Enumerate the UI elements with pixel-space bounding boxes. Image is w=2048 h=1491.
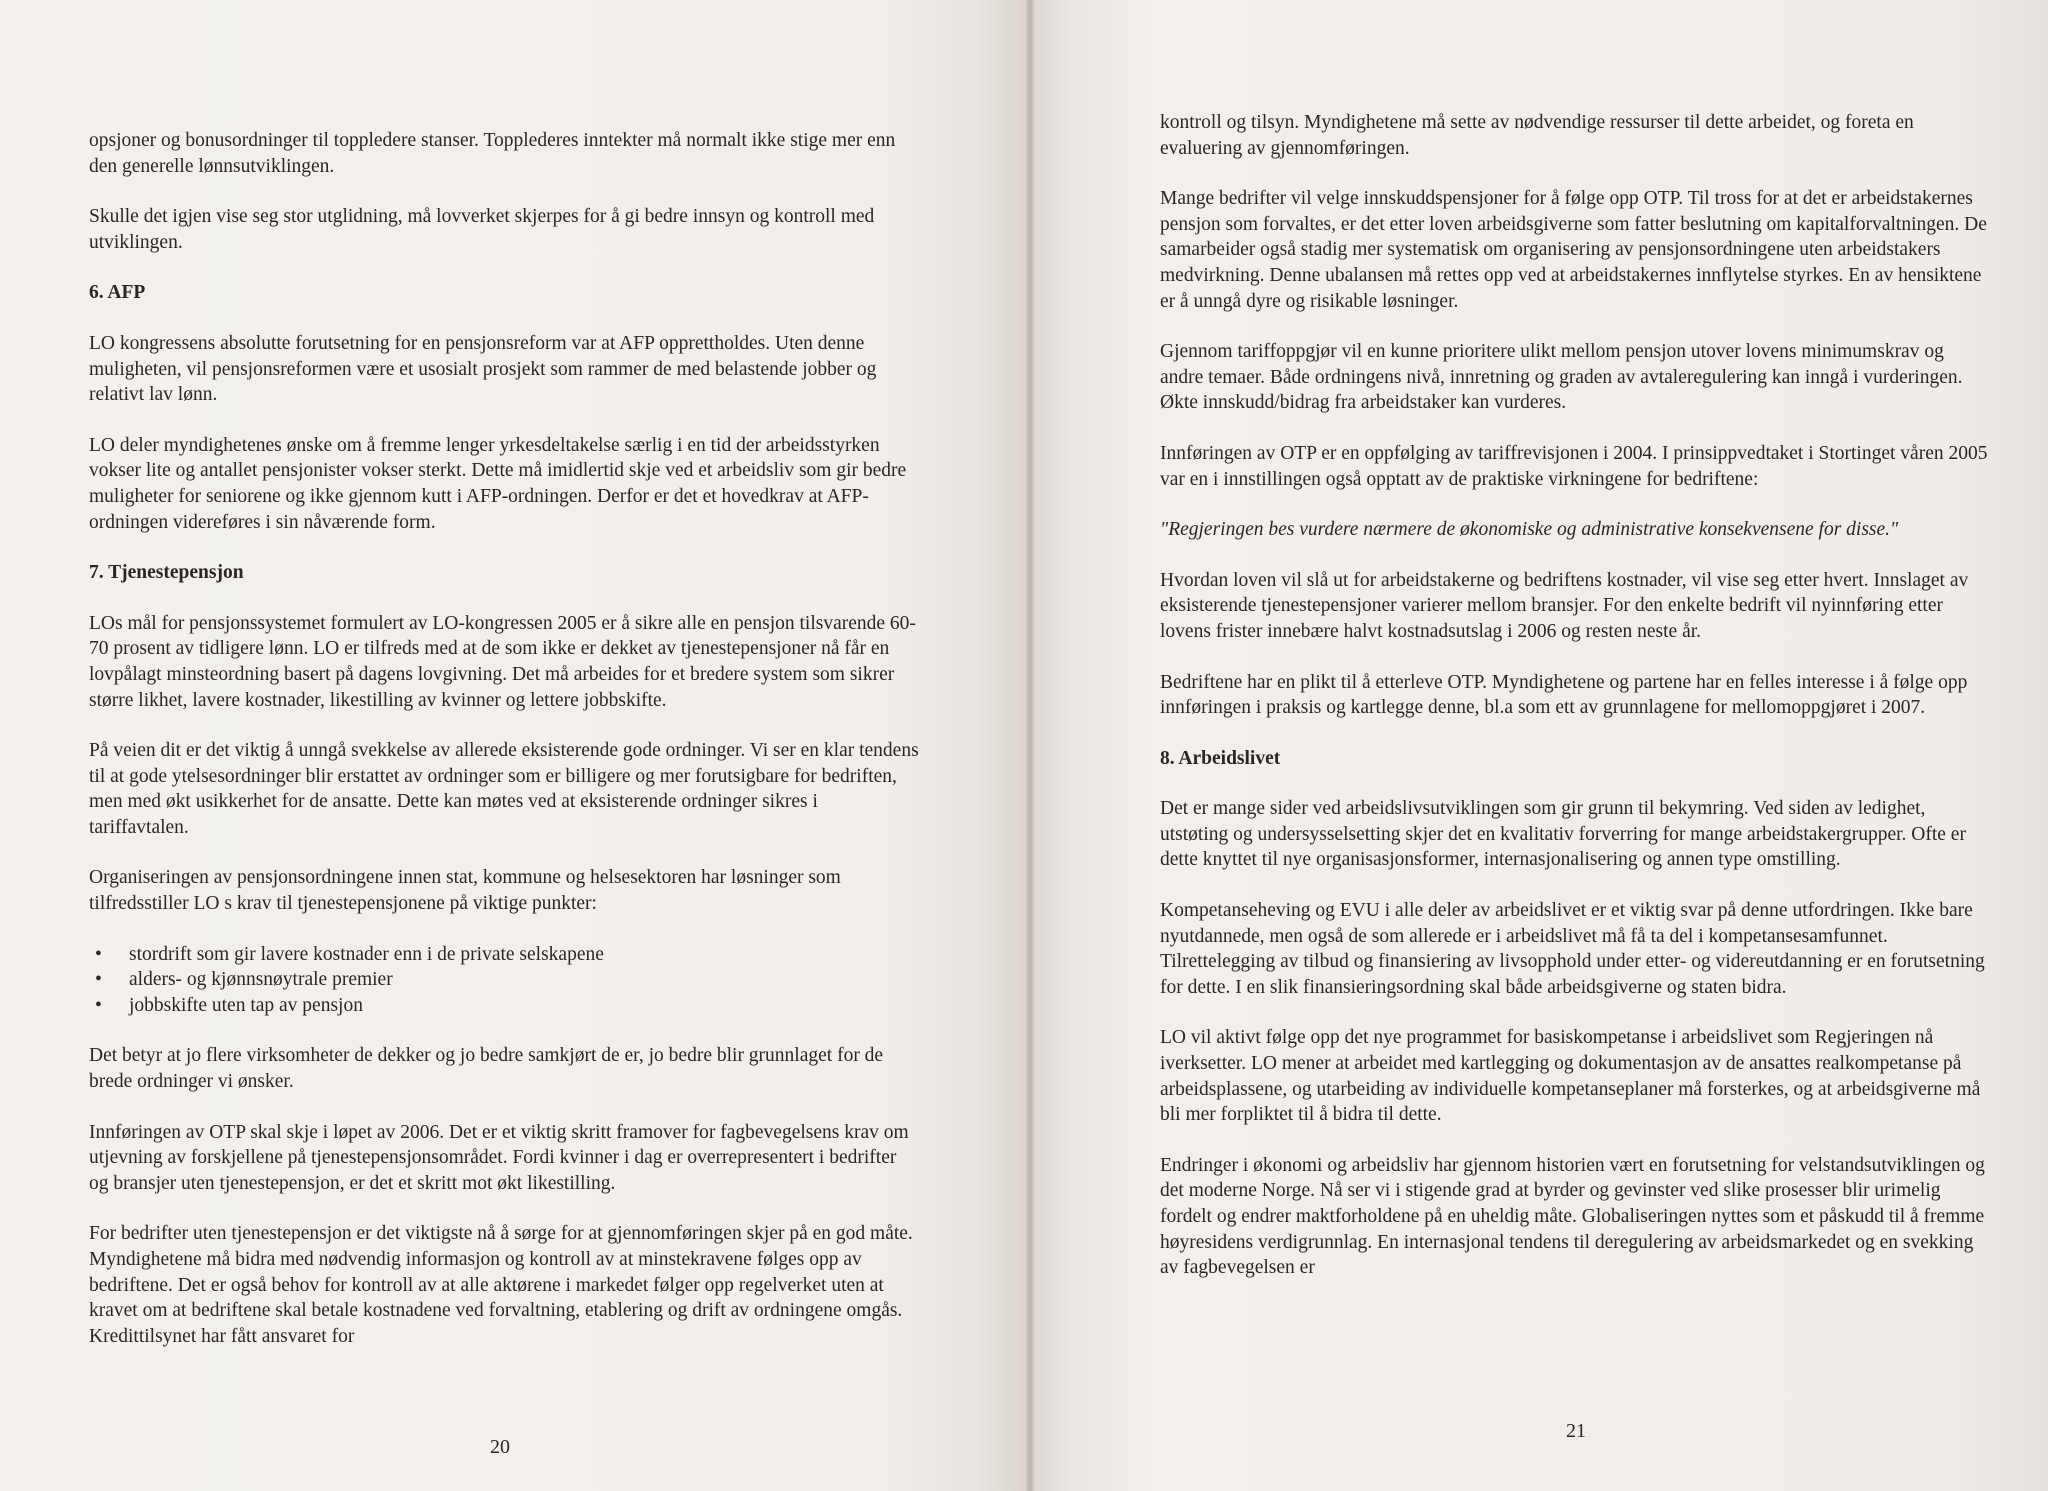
paragraph: Innføringen av OTP skal skje i løpet av 2006. Det er et viktig skritt framover for fagbevegelsens krav om utjevning av forskjellene på tjenestepensjonsområdet. Fordi kvinner i dag er overrepresentert i bedrifter og bransjer uten tjenestepensjon, er det et skritt mot økt likestilling. [89, 1121, 909, 1194]
paragraph: Mange bedrifter vil velge innskuddspensjoner for å følge opp OTP. Til tross for at det er arbeidstakernes pensjon som forvaltes, er det etter loven arbeidsgiverne som fatter beslutning om kapitalforvaltningen. De samarbeider også stadig mer systematisk om organisering av pensjonsordningene uten arbeidstakers medvirkning. Denne ubalansen må rettes opp ved at arbeidstakernes innflytelse styrkes. En av hensiktene er å unngå dyre og risikable løsninger. [1160, 188, 1987, 312]
bullet-icon: • [95, 943, 102, 965]
left-text-column [89, 128, 919, 1374]
paragraph: LO kongressens absolutte forutsetning for en pensjonsreform var at AFP opprettholdes. Uten denne muligheten, vil pensjonsreformen være et usosialt prosjekt som rammer de med belastende jobber og relativt lav lønn. [89, 332, 877, 406]
section-heading-tjenestepensjon: 7. Tjenestepensjon [89, 562, 244, 584]
right-text-column [1160, 110, 1990, 1306]
page-number: 20 [490, 1436, 510, 1458]
paragraph: LO vil aktivt følge opp det nye programmet for basiskompetanse i arbeidslivet som Regjeringen nå iverksetter. LO mener at arbeidet med kartlegging og dokumentasjon av de ansattes realkompetanse på arbeidsplassene, og utarbeiding av individuelle kompetanseplaner må forsterkes, og at arbeidsgiverne må bli mer forpliktet til å bidra til dette. [1160, 1027, 1981, 1126]
section-heading-arbeidslivet: 8. Arbeidslivet [1160, 747, 1281, 769]
list-item [95, 993, 919, 1019]
paragraph: På veien dit er det viktig å unngå svekkelse av allerede eksisterende gode ordninger. Vi ser en klar tendens til at gode ytelsesordninger blir erstattet av ordninger som er billigere og mer forutsigbare for bedriften, men med økt usikkerhet for de ansatte. Dette kan møtes ved at eksisterende ordninger sikres i tariffavtalen. [89, 740, 919, 838]
paragraph: Skulle det igjen vise seg stor utglidning, må lovverket skjerpes for å gi bedre innsyn og kontroll med utviklingen. [89, 206, 875, 253]
bullet-icon: • [95, 994, 102, 1016]
book-gutter [1026, 0, 1034, 1491]
paragraph: Gjennom tariffoppgjør vil en kunne prioritere ulikt mellom pensjon utover lovens minimumskrav og andre temaer. Både ordningens nivå, innretning og graden av avtaleregulering kan inngå i vurderingen. Økte innskudd/bidrag fra arbeidstaker kan vurderes. [1160, 341, 1963, 414]
paragraph: Organiseringen av pensjonsordningene innen stat, kommune og helsesektoren har løsninger som tilfredsstiller LO s krav til tjenestepensjonene på viktige punkter: [89, 867, 841, 915]
paragraph: kontroll og tilsyn. Myndighetene må sette av nødvendige ressurser til dette arbeidet, og foreta en evaluering av gjennomføringen. [1160, 112, 1914, 159]
list-item [95, 942, 919, 968]
paragraph: Innføringen av OTP er en oppfølging av tariffrevisjonen i 2004. I prinsippvedtaket i Stortinget våren 2005 var en i innstillingen også opptatt av de praktiske virkningene for bedriftene: [1160, 442, 1988, 490]
paragraph: LO deler myndighetenes ønske om å fremme lenger yrkesdeltakelse særlig i en tid der arbeidsstyrken vokser lite og antallet pensjonister vokser sterkt. Dette må imidlertid skje ved et arbeidsliv som gir bedre muligheter for seniorene og ikke gjennom kutt i AFP-ordningen. Derfor er det et hovedkrav at AFP-ordningen videreføres i sin nåværende form. [89, 434, 907, 533]
bullet-list [89, 942, 919, 1019]
paragraph: For bedrifter uten tjenestepensjon er det viktigste nå å sørge for at gjennomføringen skjer på en god måte. Myndighetene må bidra med nødvendig informasjon og kontroll av at minstekravene følges opp av bedriftene. Det er også behov for kontroll av at alle aktørene i markedet følger opp regelverket uten at kravet om at bedriftene skal betale kostnadene ved forvaltning, etablering og drift av ordningene omgås. Kredittilsynet har fått ansvaret for [89, 1223, 913, 1347]
section-heading-afp: 6. AFP [89, 282, 146, 304]
paragraph: Bedriftene har en plikt til å etterleve OTP. Myndighetene og partene har en felles interesse i å følge opp innføringen i praksis og kartlegge denne, bl.a som ett av grunnlagene for mellomoppgjøret i 2007. [1160, 671, 1968, 719]
right-page [1030, 0, 2048, 1491]
paragraph: Endringer i økonomi og arbeidsliv har gjennom historien vært en forutsetning for velstandsutviklingen og det moderne Norge. Nå ser vi i stigende grad at byrder og gevinster ved slike prosesser blir urimelig fordelt og endrer maktforholdene på en uheldig måte. Globaliseringen nyttes som et påskudd til å fremme høyresidens verdigrunnlag. En internasjonal tendens til deregulering av arbeidsmarkedet og en svekking av fagbevegelsen er [1160, 1154, 1985, 1279]
paragraph: LOs mål for pensjonssystemet formulert av LO-kongressen 2005 er å sikre alle en pensjon tilsvarende 60-70 prosent av tidligere lønn. LO er tilfreds med at de som ikke er dekket av tjenestepensjoner nå får en lovpålagt minsteordning basert på dagens lovgivning. Det må arbeides for et bredere system som sikrer større likhet, lavere kostnader, likestilling av kvinner og lettere jobbskifte. [89, 612, 916, 711]
bullet-icon: • [95, 969, 102, 991]
list-item-text: jobbskifte uten tap av pensjon [129, 994, 363, 1016]
list-item-text: stordrift som gir lavere kostnader enn i de private selskapene [129, 943, 604, 965]
list-item [95, 967, 919, 993]
paragraph: Kompetanseheving og EVU i alle deler av arbeidslivet er et viktig svar på denne utfordringen. Ikke bare nyutdannede, men også de som allerede er i arbeidslivet må få ta del i kompetansesamfunnet. Tilrettelegging av tilbud og finansiering av livsopphold under etter- og videreutdanning er en forutsetning for dette. I en slik finansieringsordning skal både arbeidsgiverne og staten bidra. [1160, 900, 1985, 998]
list-item-text: alders- og kjønnsnøytrale premier [129, 969, 393, 991]
paragraph: Det betyr at jo flere virksomheter de dekker og jo bedre samkjørt de er, jo bedre blir grunnlaget for de brede ordninger vi ønsker. [89, 1045, 884, 1093]
paragraph: opsjoner og bonusordninger til toppledere stanser. Topplederes inntekter må normalt ikke stige mer enn den generelle lønnsutviklingen. [89, 130, 896, 177]
quote: "Regjeringen bes vurdere nærmere de økonomiske og administrative konsekvensene for disse." [1160, 519, 1899, 541]
paragraph: Det er mange sider ved arbeidslivsutviklingen som gir grunn til bekymring. Ved siden av ledighet, utstøting og undersysselsetting skjer det en kvalitativ forverring for mange arbeidstakergrupper. Ofte er dette knyttet til nye organisasjonsformer, internasjonalisering og annen type omstilling. [1160, 798, 1966, 871]
page-number: 21 [1566, 1420, 1586, 1442]
paragraph: Hvordan loven vil slå ut for arbeidstakerne og bedriftens kostnader, vil vise seg etter hvert. Innslaget av eksisterende tjenestepensjoner varierer mellom bransjer. For den enkelte bedrift vil nyinnføring etter lovens frister innebære halvt kostnadsutslag i 2006 og resten neste år. [1160, 569, 1969, 642]
